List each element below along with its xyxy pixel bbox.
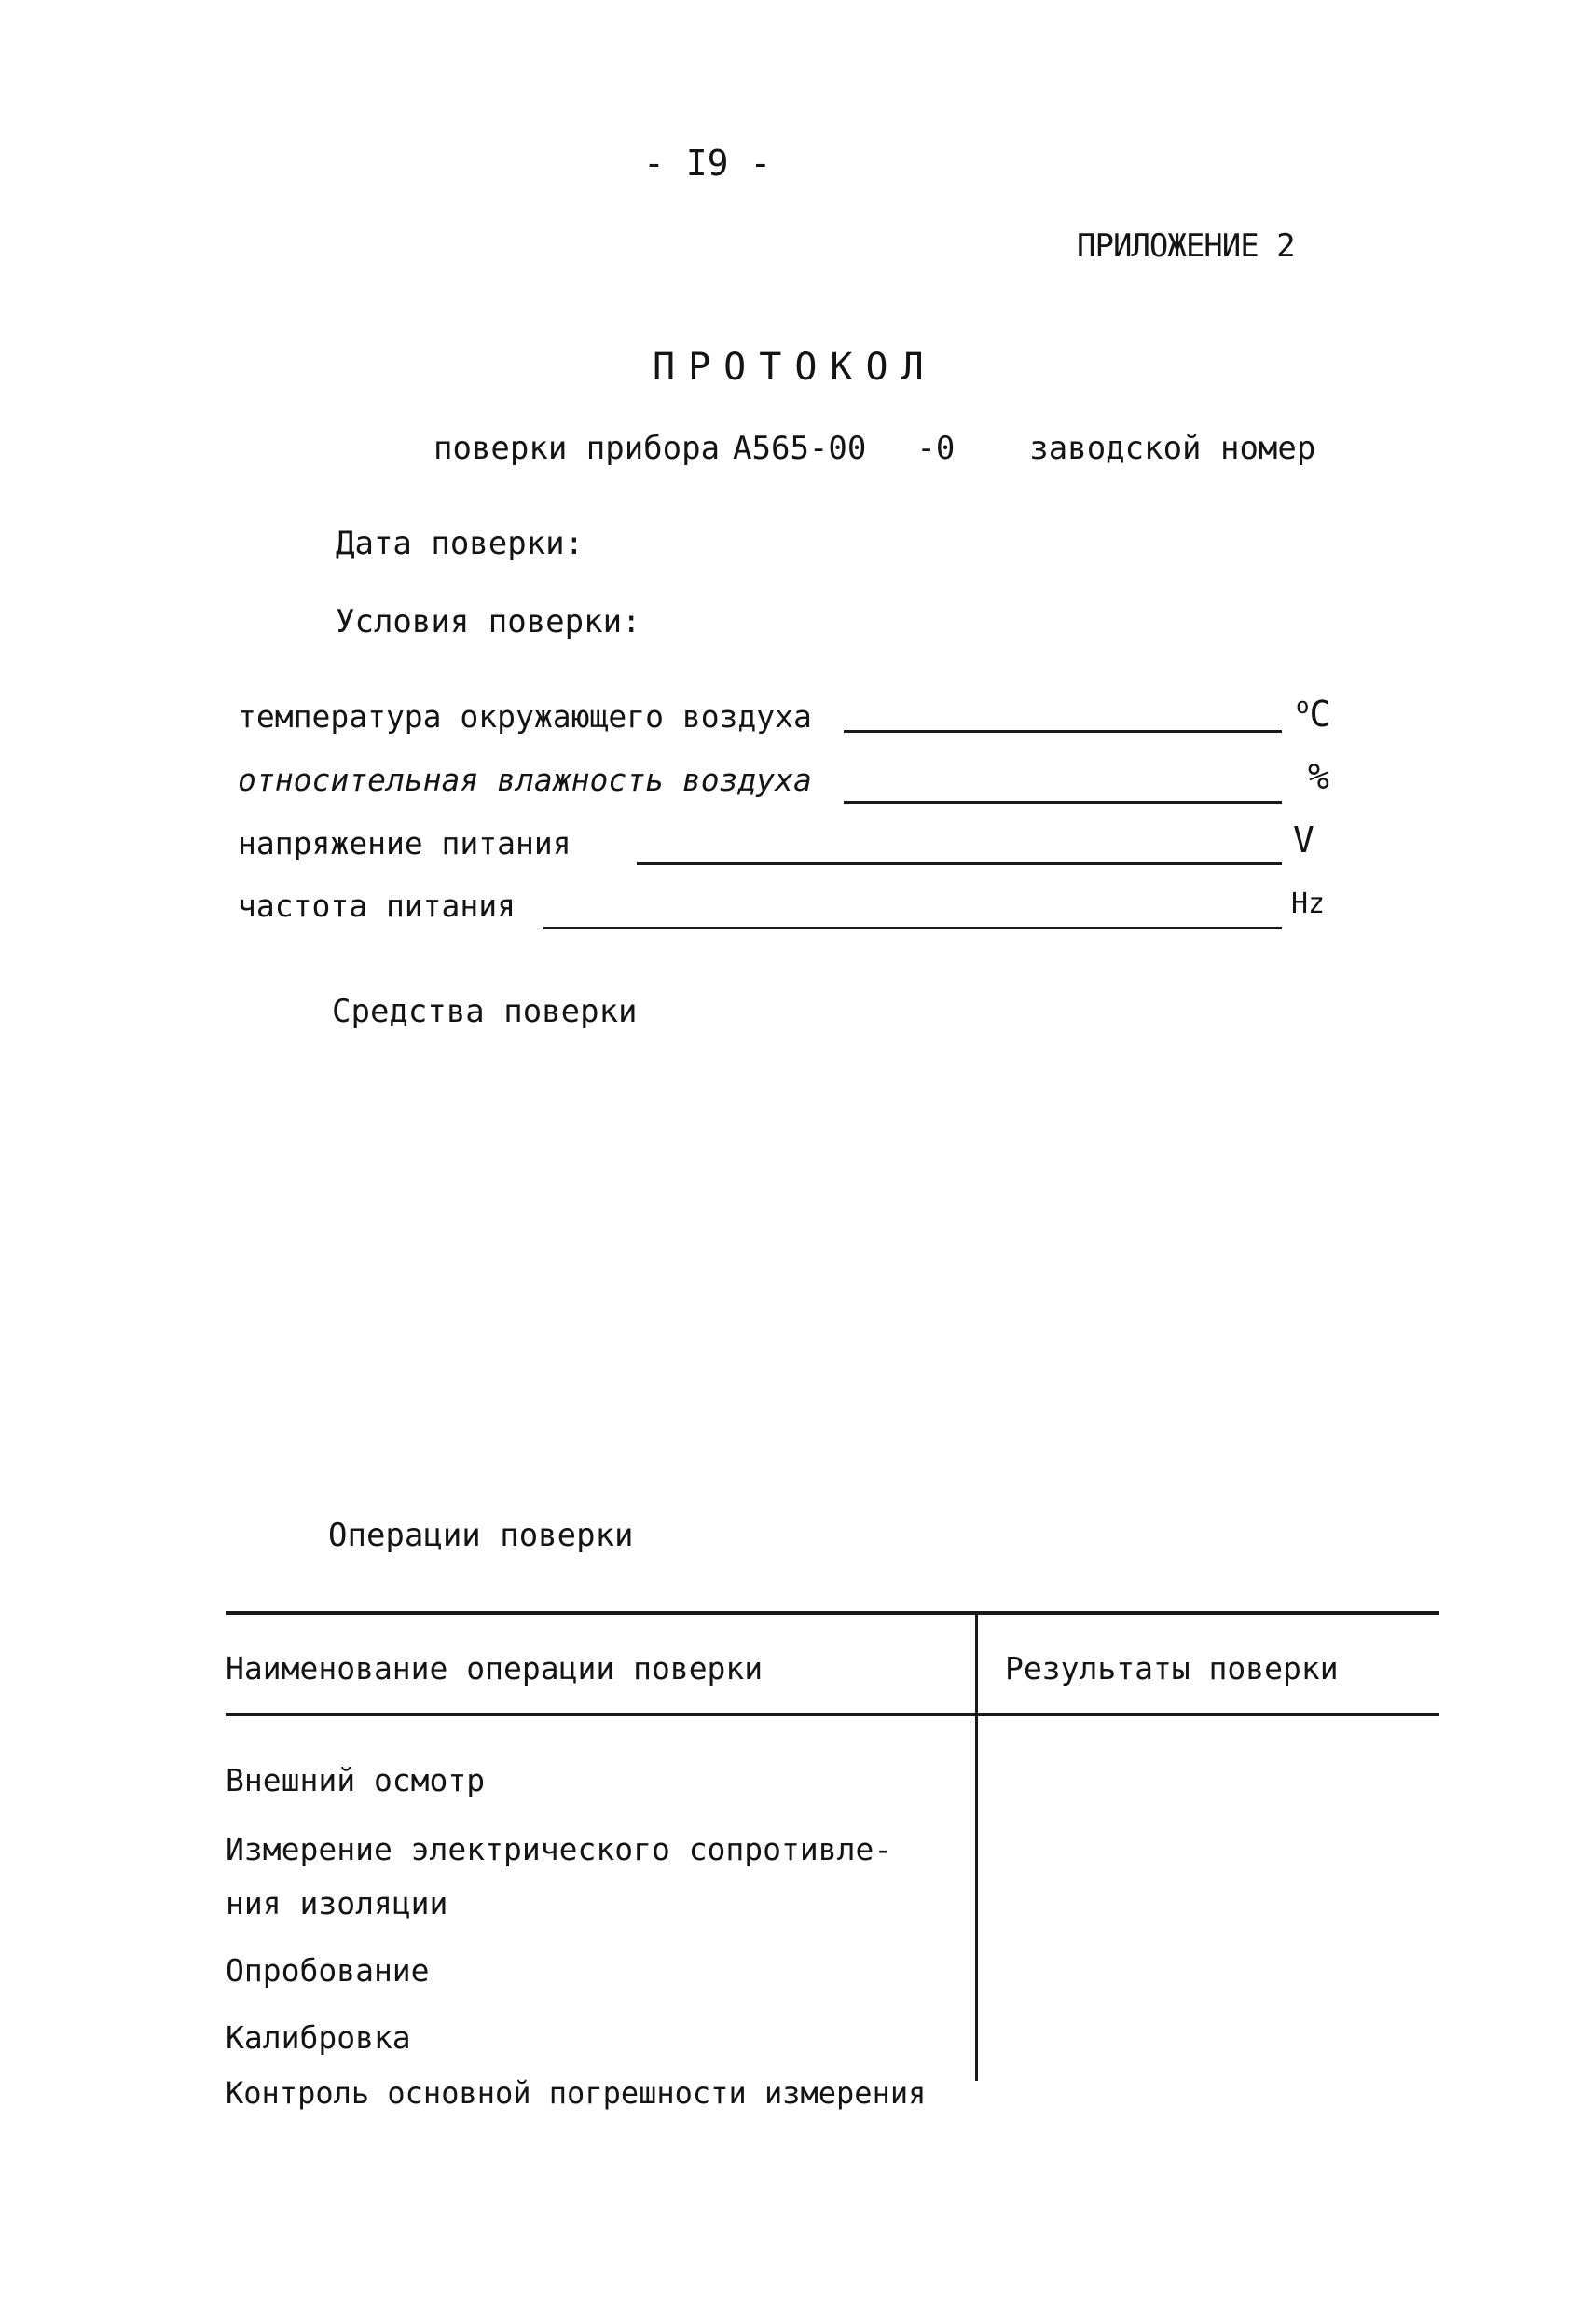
condition-row-frequency <box>238 888 1356 934</box>
table-row: Опробование <box>226 1952 430 1989</box>
frequency-blank-line[interactable] <box>543 927 1282 929</box>
table-row: Измерение электрического сопротивле- <box>226 1831 893 1867</box>
table-row: Калибровка <box>226 2019 411 2056</box>
device-model: А565-00 <box>733 430 867 467</box>
table-top-rule <box>226 1611 1439 1615</box>
table-header-operation: Наименование операции поверки <box>226 1650 764 1687</box>
condition-label: температура окружающего воздуха <box>238 698 812 735</box>
frequency-unit: Hz <box>1291 888 1326 920</box>
document-title: ПРОТОКОЛ <box>653 346 937 389</box>
serial-number-label: заводской номер <box>1029 430 1316 467</box>
device-suffix: -0 <box>916 430 956 467</box>
condition-row-humidity <box>238 756 1356 808</box>
operations-table <box>226 1611 1439 2122</box>
date-label: Дата поверки: <box>336 525 585 562</box>
condition-label: напряжение питания <box>238 825 571 861</box>
document-subtitle <box>433 430 1316 467</box>
operations-label: Операции поверки <box>328 1517 634 1554</box>
condition-row-temperature <box>238 693 1356 745</box>
verification-means-label: Средства поверки <box>332 993 638 1030</box>
temperature-unit: $^о$С <box>1296 693 1331 735</box>
humidity-unit: % <box>1308 756 1329 797</box>
voltage-blank-line[interactable] <box>637 862 1282 865</box>
condition-row-voltage <box>238 819 1356 872</box>
table-row: Контроль основной погрешности измерения <box>226 2075 927 2111</box>
voltage-unit: V <box>1293 819 1314 860</box>
table-column-divider <box>975 1611 978 2081</box>
humidity-blank-line[interactable] <box>844 801 1282 804</box>
table-header-results: Результаты поверки <box>1005 1650 1339 1687</box>
temperature-blank-line[interactable] <box>844 730 1282 733</box>
condition-label: относительная влажность воздуха <box>238 762 812 798</box>
page-number: - I9 - <box>643 143 772 184</box>
subtitle-prefix: поверки прибора <box>433 430 721 467</box>
condition-label: частота питания <box>238 888 516 924</box>
table-header-rule <box>226 1713 1439 1716</box>
appendix-label: ПРИЛОЖЕНИЕ 2 <box>1077 227 1295 265</box>
table-row: ния изоляции <box>226 1885 448 1921</box>
conditions-label: Условия поверки: <box>336 603 641 640</box>
table-row: Внешний осмотр <box>226 1762 486 1798</box>
